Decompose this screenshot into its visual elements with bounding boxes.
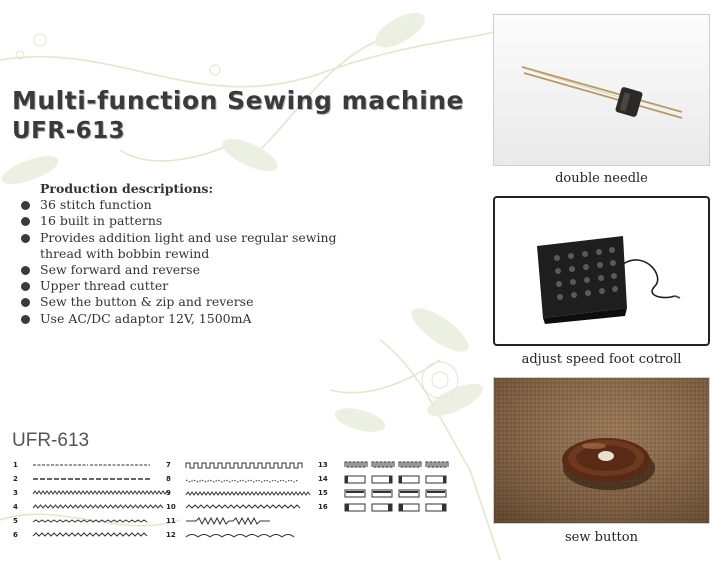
double-needle-image bbox=[494, 15, 710, 166]
list-item: Sew the button & zip and reverse bbox=[20, 294, 370, 310]
double-needle-caption: double needle bbox=[555, 171, 648, 186]
double-needle-photo bbox=[493, 14, 710, 166]
sew-button-photo bbox=[493, 377, 710, 524]
foot-control-image bbox=[495, 198, 708, 344]
pattern-number: 13 bbox=[318, 461, 328, 469]
sew-button-caption: sew button bbox=[565, 530, 638, 545]
list-item: Provides addition light and use regular sewing thread with bobbin rewind bbox=[20, 230, 370, 262]
pattern-model-label: UFR-613 bbox=[12, 430, 90, 451]
stitch-pattern-chart bbox=[0, 455, 460, 545]
pattern-number: 16 bbox=[318, 503, 328, 511]
pattern-number: 3 bbox=[13, 489, 18, 497]
description-block bbox=[20, 181, 370, 327]
pattern-number: 1 bbox=[13, 461, 18, 469]
title-line1: Multi-function Sewing machine bbox=[12, 86, 465, 115]
list-item: Upper thread cutter bbox=[20, 278, 370, 294]
list-item: 16 built in patterns bbox=[20, 213, 370, 229]
pattern-number: 8 bbox=[166, 475, 171, 483]
pattern-number: 14 bbox=[318, 475, 328, 483]
sew-button-image bbox=[494, 378, 710, 524]
pattern-number: 5 bbox=[13, 517, 18, 525]
pattern-number: 6 bbox=[13, 531, 18, 539]
pattern-number: 12 bbox=[166, 531, 176, 539]
list-item: Sew forward and reverse bbox=[20, 262, 370, 278]
foot-control-caption: adjust speed foot cotroll bbox=[521, 352, 682, 367]
pattern-number: 2 bbox=[13, 475, 18, 483]
page-title bbox=[12, 86, 464, 146]
foot-control-photo bbox=[493, 196, 710, 346]
list-item: Use AC/DC adaptor 12V, 1500mA bbox=[20, 311, 370, 327]
list-item: 36 stitch function bbox=[20, 197, 370, 213]
pattern-number: 9 bbox=[166, 489, 171, 497]
pattern-number: 7 bbox=[166, 461, 171, 469]
description-heading: Production descriptions: bbox=[40, 181, 214, 196]
feature-list bbox=[20, 197, 370, 327]
pattern-number: 4 bbox=[13, 503, 18, 511]
pattern-number: 11 bbox=[166, 517, 176, 525]
title-line2: UFR-613 bbox=[12, 118, 126, 144]
pattern-number: 10 bbox=[166, 503, 176, 511]
pattern-number: 15 bbox=[318, 489, 328, 497]
